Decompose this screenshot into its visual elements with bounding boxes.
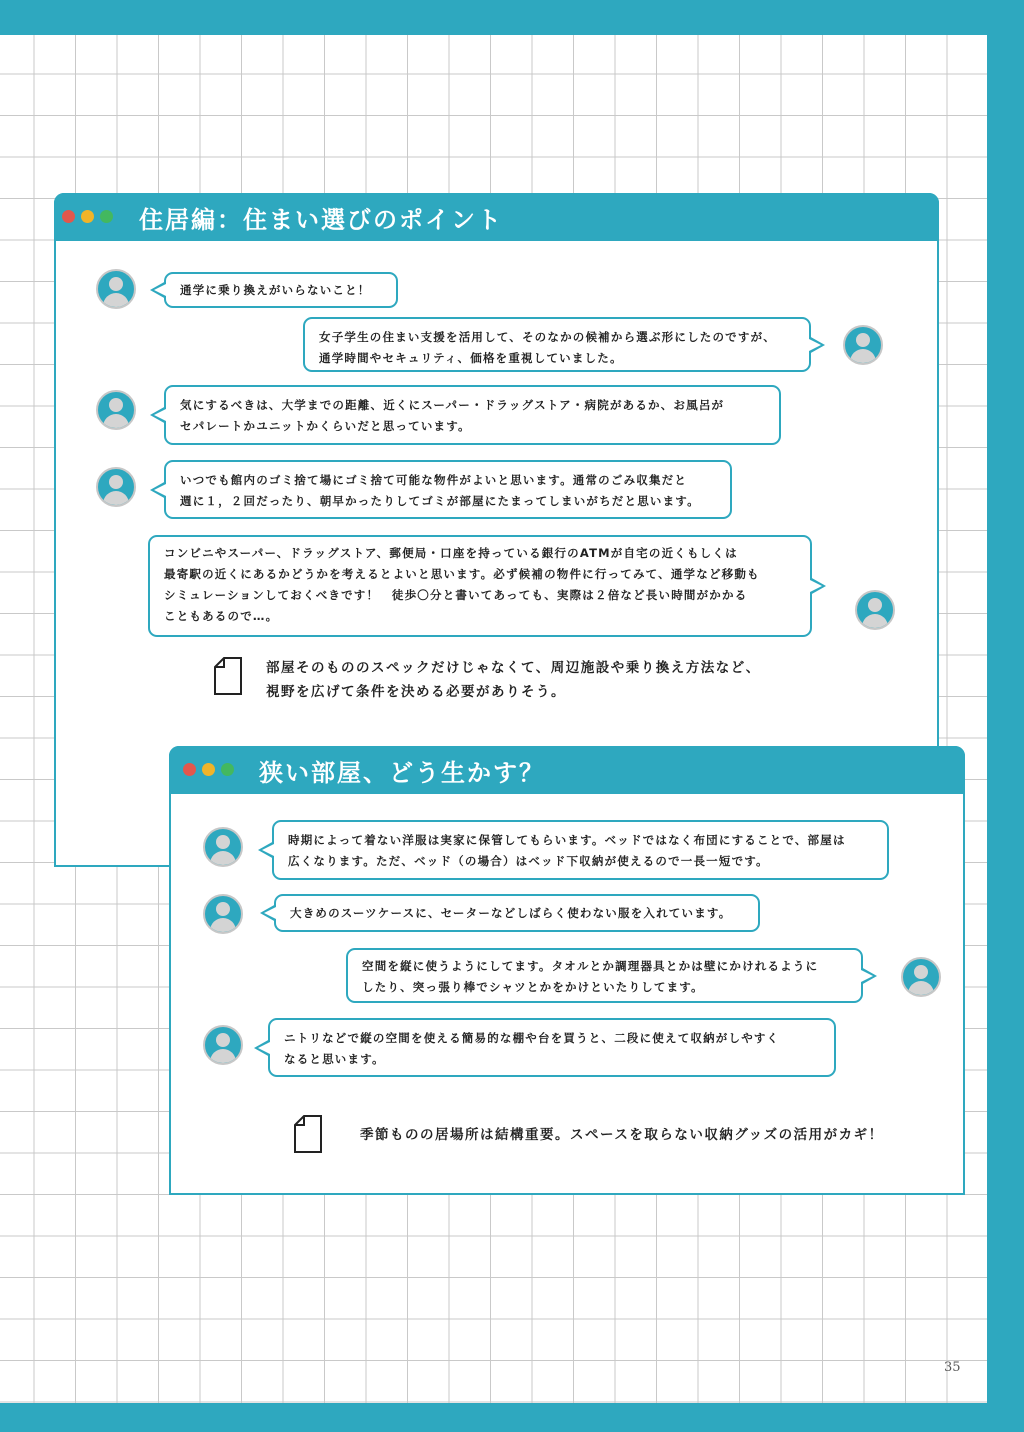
message-bubble: [148, 535, 812, 637]
message-bubble: [164, 385, 781, 445]
avatar-icon: [203, 1025, 243, 1065]
message-line: こともあるので…。: [164, 609, 279, 623]
message-bubble: [303, 317, 811, 372]
avatar-icon: [203, 827, 243, 867]
message-bubble: [274, 894, 760, 932]
message-line: いつでも館内のゴミ捨て場にゴミ捨て可能な物件がよいと思います。通常のごみ収集だと: [180, 473, 688, 487]
message-line: 週に１，２回だったり、朝早かったりしてゴミが部屋にたまってしまいがちだと思います。: [180, 494, 700, 508]
avatar-icon: [203, 894, 243, 934]
message-line: 女子学生の住まい支援を活用して、そのなかの候補から選ぶ形にしたのですが、: [319, 330, 776, 344]
note-line: 視野を広げて条件を決める必要がありそう。: [266, 684, 566, 700]
red-dot-icon: [183, 763, 196, 776]
section2-header: [169, 746, 965, 794]
message-line: 時期によって着ない洋服は実家に保管してもらいます。ベッドではなく布団にすることで、部屋は: [288, 833, 846, 847]
section1-header: [54, 193, 939, 241]
message-line: なると思います。: [284, 1052, 385, 1066]
message-line: 通学に乗り換えがいらないこと！: [180, 283, 371, 297]
green-dot-icon: [221, 763, 234, 776]
message-bubble: [164, 460, 732, 519]
avatar-icon: [96, 390, 136, 430]
yellow-dot-icon: [202, 763, 215, 776]
red-dot-icon: [62, 210, 75, 223]
page-number: 35: [944, 1360, 961, 1375]
green-dot-icon: [100, 210, 113, 223]
message-line: セパレートかユニットかくらいだと思っています。: [180, 419, 471, 433]
message-line: シミュレーションしておくべきです！ 徒歩〇分と書いてあっても、実際は２倍など長い時間がかかる: [164, 588, 748, 602]
message-bubble: [346, 948, 863, 1003]
message-line: 通学時間やセキュリティ、価格を重視していました。: [319, 351, 623, 365]
message-bubble: [164, 272, 398, 308]
avatar-icon: [855, 590, 895, 630]
message-line: コンビニやスーパー、ドラッグストア、郵便局・口座を持っている銀行のATMが自宅の近くもしくは: [164, 546, 738, 560]
avatar-icon: [901, 957, 941, 997]
section1-note: [266, 656, 761, 704]
window-dots: [183, 763, 234, 777]
section2-note: [360, 1123, 884, 1147]
note-line: 季節ものの居場所は結構重要。スペースを取らない収納グッズの活用がカギ！: [360, 1127, 884, 1143]
avatar-icon: [96, 467, 136, 507]
avatar-icon: [96, 269, 136, 309]
document-icon: [293, 1114, 323, 1154]
avatar-icon: [843, 325, 883, 365]
section1-title: 住居編：住まい選びのポイント: [139, 206, 503, 234]
message-line: 空間を縦に使うようにしてます。タオルとか調理器具とかは壁にかけれるように: [362, 959, 819, 973]
note-line: 部屋そのもののスペックだけじゃなくて、周辺施設や乗り換え方法など、: [266, 660, 761, 676]
message-line: したり、突っ張り棒でシャツとかをかけといたりしてます。: [362, 980, 704, 994]
message-line: 広くなります。ただ、ベッド（の場合）はベッド下収納が使えるので一長一短です。: [288, 854, 769, 868]
message-line: ニトリなどで縦の空間を使える簡易的な棚や台を買うと、二段に使えて収納がしやすく: [284, 1031, 780, 1045]
section2-title: 狭い部屋、どう生かす？: [259, 759, 545, 787]
document-icon: [213, 656, 243, 696]
yellow-dot-icon: [81, 210, 94, 223]
message-bubble: [272, 820, 889, 880]
window-dots: [62, 210, 113, 224]
message-line: 最寄駅の近くにあるかどうかを考えるとよいと思います。必ず候補の物件に行ってみて、通学など移動も: [164, 567, 760, 581]
message-line: 大きめのスーツケースに、セーターなどしばらく使わない服を入れています。: [290, 906, 732, 920]
message-line: 気にするべきは、大学までの距離、近くにスーパー・ドラッグストア・病院があるか、お風呂が: [180, 398, 725, 412]
message-bubble: [268, 1018, 836, 1077]
